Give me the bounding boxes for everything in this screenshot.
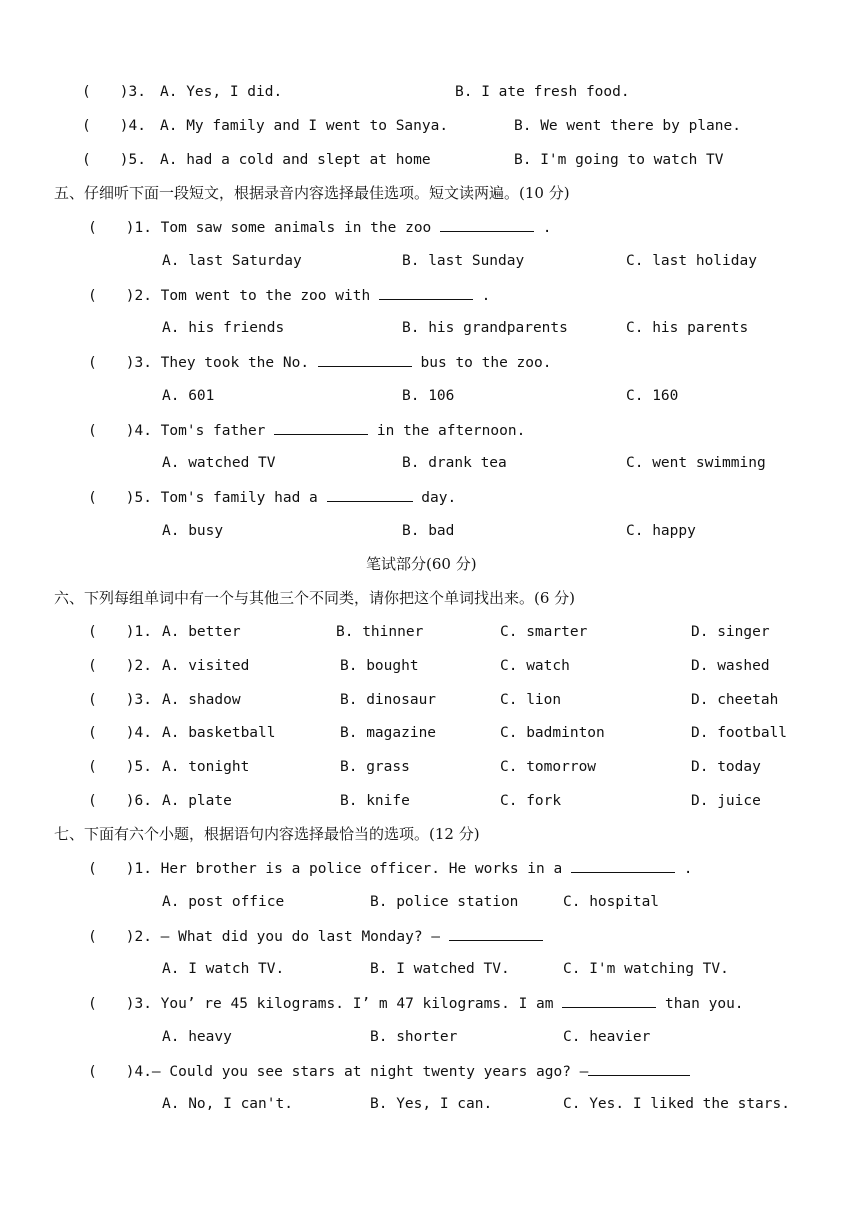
- question-number: ( )4.: [88, 1064, 152, 1080]
- question-number: ( )2.: [88, 658, 152, 674]
- option-c: C. lion: [500, 692, 562, 708]
- answer-blank[interactable]: [379, 285, 473, 300]
- question-number: ( )4.: [88, 423, 152, 439]
- option-a: A. heavy: [162, 1029, 232, 1045]
- option-c: C. I'm watching TV.: [563, 961, 729, 977]
- option-b: B. 106: [402, 388, 455, 404]
- option-b: B. police station: [370, 894, 519, 910]
- option-a: A. No, I can't.: [162, 1096, 293, 1112]
- option-b: B. bought: [340, 658, 419, 674]
- answer-blank[interactable]: [440, 217, 534, 232]
- option-b: B. dinosaur: [340, 692, 437, 708]
- option-a: A. Yes, I did.: [160, 84, 283, 100]
- option-b: B. shorter: [370, 1029, 458, 1045]
- option-c: C. watch: [500, 658, 570, 674]
- question-number: ( )1.: [88, 861, 152, 877]
- option-a: A. plate: [162, 793, 232, 809]
- option-b: B. magazine: [340, 725, 437, 741]
- question-number: ( )3.: [88, 355, 152, 371]
- option-c: C. tomorrow: [500, 759, 597, 775]
- question-number: ( )5.: [88, 490, 152, 506]
- option-b: B. I'm going to watch TV: [514, 152, 724, 168]
- answer-blank[interactable]: [562, 993, 656, 1008]
- option-b: B. I watched TV.: [370, 961, 510, 977]
- stem-text-after: .: [542, 220, 552, 236]
- question-stem: [88, 993, 744, 1014]
- question-number: ( )4.: [88, 725, 152, 741]
- option-c: C. last holiday: [626, 253, 757, 269]
- question-number: ( )5.: [88, 759, 152, 775]
- option-c: C. Yes. I liked the stars.: [563, 1096, 790, 1112]
- answer-blank[interactable]: [588, 1061, 690, 1076]
- stem-text: You’ re 45 kilograms. I’ m 47 kilograms. I am: [160, 996, 554, 1012]
- option-a: A. better: [162, 624, 241, 640]
- stem-text: They took the No.: [160, 355, 310, 371]
- question-number: ( )4.: [82, 118, 146, 134]
- stem-text-after: day.: [421, 490, 457, 506]
- option-d: D. today: [691, 759, 761, 775]
- question-stem: [88, 858, 692, 879]
- option-a: A. I watch TV.: [162, 961, 285, 977]
- question-stem: [88, 926, 543, 947]
- stem-text: Her brother is a police officer. He works in a: [160, 861, 563, 877]
- option-b: B. I ate fresh food.: [455, 84, 630, 100]
- option-a: A. had a cold and slept at home: [160, 152, 431, 168]
- stem-text-after: in the afternoon.: [376, 423, 526, 439]
- question-number: ( )3.: [88, 996, 152, 1012]
- option-c: C. went swimming: [626, 455, 766, 471]
- question-number: ( )3.: [88, 692, 152, 708]
- option-b: B. Yes, I can.: [370, 1096, 493, 1112]
- option-a: A. watched TV: [162, 455, 276, 471]
- option-d: D. football: [691, 725, 788, 741]
- question-stem: [88, 285, 490, 306]
- option-c: C. badminton: [500, 725, 605, 741]
- option-a: A. basketball: [162, 725, 276, 741]
- answer-blank[interactable]: [449, 926, 543, 941]
- option-b: B. bad: [402, 523, 455, 539]
- answer-blank[interactable]: [274, 420, 368, 435]
- stem-text-after: than you.: [664, 996, 744, 1012]
- question-stem: [88, 352, 551, 373]
- stem-text: Tom's father: [160, 423, 266, 439]
- option-d: D. cheetah: [691, 692, 779, 708]
- option-b: B. drank tea: [402, 455, 507, 471]
- option-a: A. last Saturday: [162, 253, 302, 269]
- stem-text-after: bus to the zoo.: [420, 355, 552, 371]
- question-number: ( )3.: [82, 84, 146, 100]
- option-a: A. shadow: [162, 692, 241, 708]
- option-a: A. My family and I went to Sanya.: [160, 118, 449, 134]
- option-b: B. thinner: [336, 624, 424, 640]
- option-d: D. washed: [691, 658, 770, 674]
- option-c: C. fork: [500, 793, 562, 809]
- option-a: A. post office: [162, 894, 285, 910]
- option-b: B. grass: [340, 759, 410, 775]
- option-c: C. hospital: [563, 894, 660, 910]
- stem-text: — Could you see stars at night twenty years ago? —: [151, 1064, 589, 1080]
- option-c: C. happy: [626, 523, 696, 539]
- option-a: A. busy: [162, 523, 224, 539]
- answer-blank[interactable]: [571, 858, 675, 873]
- stem-text: Tom's family had a: [160, 490, 318, 506]
- option-a: A. visited: [162, 658, 250, 674]
- stem-text: Tom went to the zoo with: [160, 288, 371, 304]
- option-b: B. We went there by plane.: [514, 118, 741, 134]
- option-b: B. his grandparents: [402, 320, 568, 336]
- option-c: C. heavier: [563, 1029, 651, 1045]
- stem-text: — What did you do last Monday? —: [160, 929, 441, 945]
- option-c: C. his parents: [626, 320, 749, 336]
- question-number: ( )1.: [88, 624, 152, 640]
- option-c: C. 160: [626, 388, 679, 404]
- stem-text: Tom saw some animals in the zoo: [160, 220, 432, 236]
- option-d: D. singer: [691, 624, 770, 640]
- question-number: ( )5.: [82, 152, 146, 168]
- option-c: C. smarter: [500, 624, 588, 640]
- answer-blank[interactable]: [327, 487, 413, 502]
- option-b: B. last Sunday: [402, 253, 525, 269]
- question-stem: [88, 1061, 690, 1082]
- section7-heading: 七、下面有六个小题，根据语句内容选择最恰当的选项。(12 分): [54, 825, 480, 843]
- option-d: D. juice: [691, 793, 761, 809]
- question-stem: [88, 487, 456, 508]
- question-stem: [88, 420, 525, 441]
- section5-heading: 五、仔细听下面一段短文，根据录音内容选择最佳选项。短文读两遍。(10 分): [54, 184, 570, 202]
- question-number: ( )2.: [88, 929, 152, 945]
- stem-text-after: .: [683, 861, 693, 877]
- written-part-title: 笔试部分(60 分): [366, 555, 477, 573]
- option-b: B. knife: [340, 793, 410, 809]
- stem-text-after: .: [481, 288, 491, 304]
- section6-heading: 六、下列每组单词中有一个与其他三个不同类，请你把这个单词找出来。(6 分): [54, 589, 576, 607]
- question-number: ( )1.: [88, 220, 152, 236]
- option-a: A. his friends: [162, 320, 285, 336]
- answer-blank[interactable]: [318, 352, 412, 367]
- question-number: ( )6.: [88, 793, 152, 809]
- question-number: ( )2.: [88, 288, 152, 304]
- option-a: A. tonight: [162, 759, 250, 775]
- question-stem: [88, 217, 551, 238]
- option-a: A. 601: [162, 388, 215, 404]
